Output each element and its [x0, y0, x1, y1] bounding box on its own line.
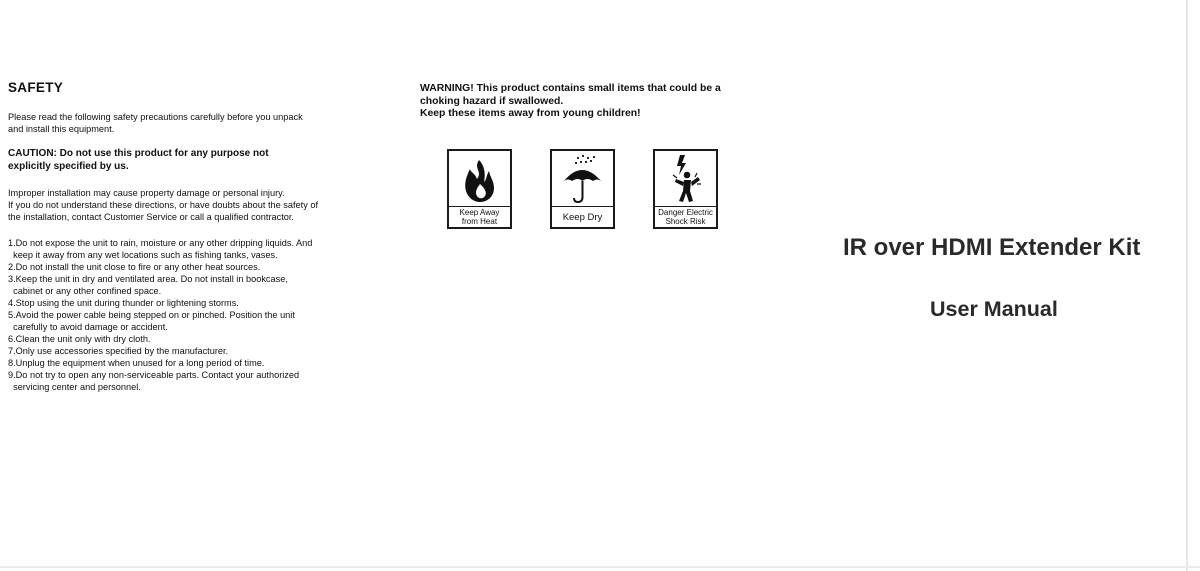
page-bottom-divider [0, 566, 1200, 568]
document-subtitle: User Manual [930, 297, 1058, 321]
document-title: IR over HDMI Extender Kit [843, 234, 1141, 261]
installation-notice [8, 187, 368, 223]
warning-line [420, 96, 780, 109]
safety-rule: cabinet or any other confined space. [8, 286, 162, 296]
safety-rules-list [8, 237, 368, 393]
warning-line: Keep these items away from young children! [420, 108, 641, 119]
symbol-caption [552, 206, 613, 227]
caution-line: CAUTION: Do not use this product for any purpose not [8, 148, 269, 159]
caption-line: Danger Electric [658, 208, 713, 217]
safety-rule: keep it away from any wet locations such as fishing tanks, vases. [8, 250, 278, 260]
page-edge-divider [1186, 0, 1188, 571]
safety-rule: 7.Only use accessories specified by the manufacturer. [8, 346, 229, 356]
intro-line: Please read the following safety precautions carefully before you unpack [8, 112, 303, 122]
intro-line: and install this equipment. [8, 124, 115, 134]
danger-electric-shock-symbol [653, 149, 718, 229]
keep-away-from-heat-symbol [447, 149, 512, 229]
fire-icon [449, 151, 510, 209]
installation-line: Improper installation may cause property damage or personal injury. [8, 188, 285, 198]
hazard-text: hazard if swallowed. [462, 95, 564, 107]
safety-section [8, 80, 368, 409]
caption-line: Keep Dry [562, 211, 603, 223]
safety-rule: 9.Do not try to open any non-serviceable parts. Contact your authorized [8, 370, 300, 380]
symbol-caption [449, 206, 510, 227]
umbrella-rain-icon [552, 151, 613, 209]
caution-notice [8, 148, 368, 173]
safety-rule: servicing center and personnel. [8, 382, 141, 392]
caption-line: Keep Away [459, 208, 500, 217]
safety-rule: 2.Do not install the unit close to fire or any other heat sources. [8, 262, 261, 272]
warning-line: WARNING! This product contains small items that could be a [420, 83, 721, 94]
choking-warning [420, 83, 780, 121]
safety-intro [8, 111, 368, 135]
safety-rule: 3.Keep the unit in dry and ventilated area. Do not install in bookcase, [8, 274, 288, 284]
safety-rule: 5.Avoid the power cable being stepped on or pinched. Position the unit [8, 310, 295, 320]
safety-rule: 8.Unplug the equipment when unused for a long period of time. [8, 358, 265, 368]
safety-rule: 4.Stop using the unit during thunder or lightening storms. [8, 298, 239, 308]
electric-shock-icon [655, 151, 716, 209]
keep-dry-symbol [550, 149, 615, 229]
installation-line: the installation, contact Customer Service or call a qualified contractor. [8, 212, 294, 222]
safety-rule: 6.Clean the unit only with dry cloth. [8, 334, 151, 344]
safety-heading: SAFETY [8, 80, 64, 95]
choking-word: choking [420, 95, 460, 107]
installation-line: If you do not understand these directions, or have doubts about the safety of [8, 200, 319, 210]
safety-rule: 1.Do not expose the unit to rain, moisture or any other dripping liquids. And [8, 238, 313, 248]
caution-line: explicitly specified by us. [8, 160, 129, 172]
symbol-caption [655, 206, 716, 227]
caption-line: Shock Risk [665, 217, 706, 226]
safety-rule: carefully to avoid damage or accident. [8, 322, 168, 332]
caption-line: from Heat [461, 217, 498, 226]
